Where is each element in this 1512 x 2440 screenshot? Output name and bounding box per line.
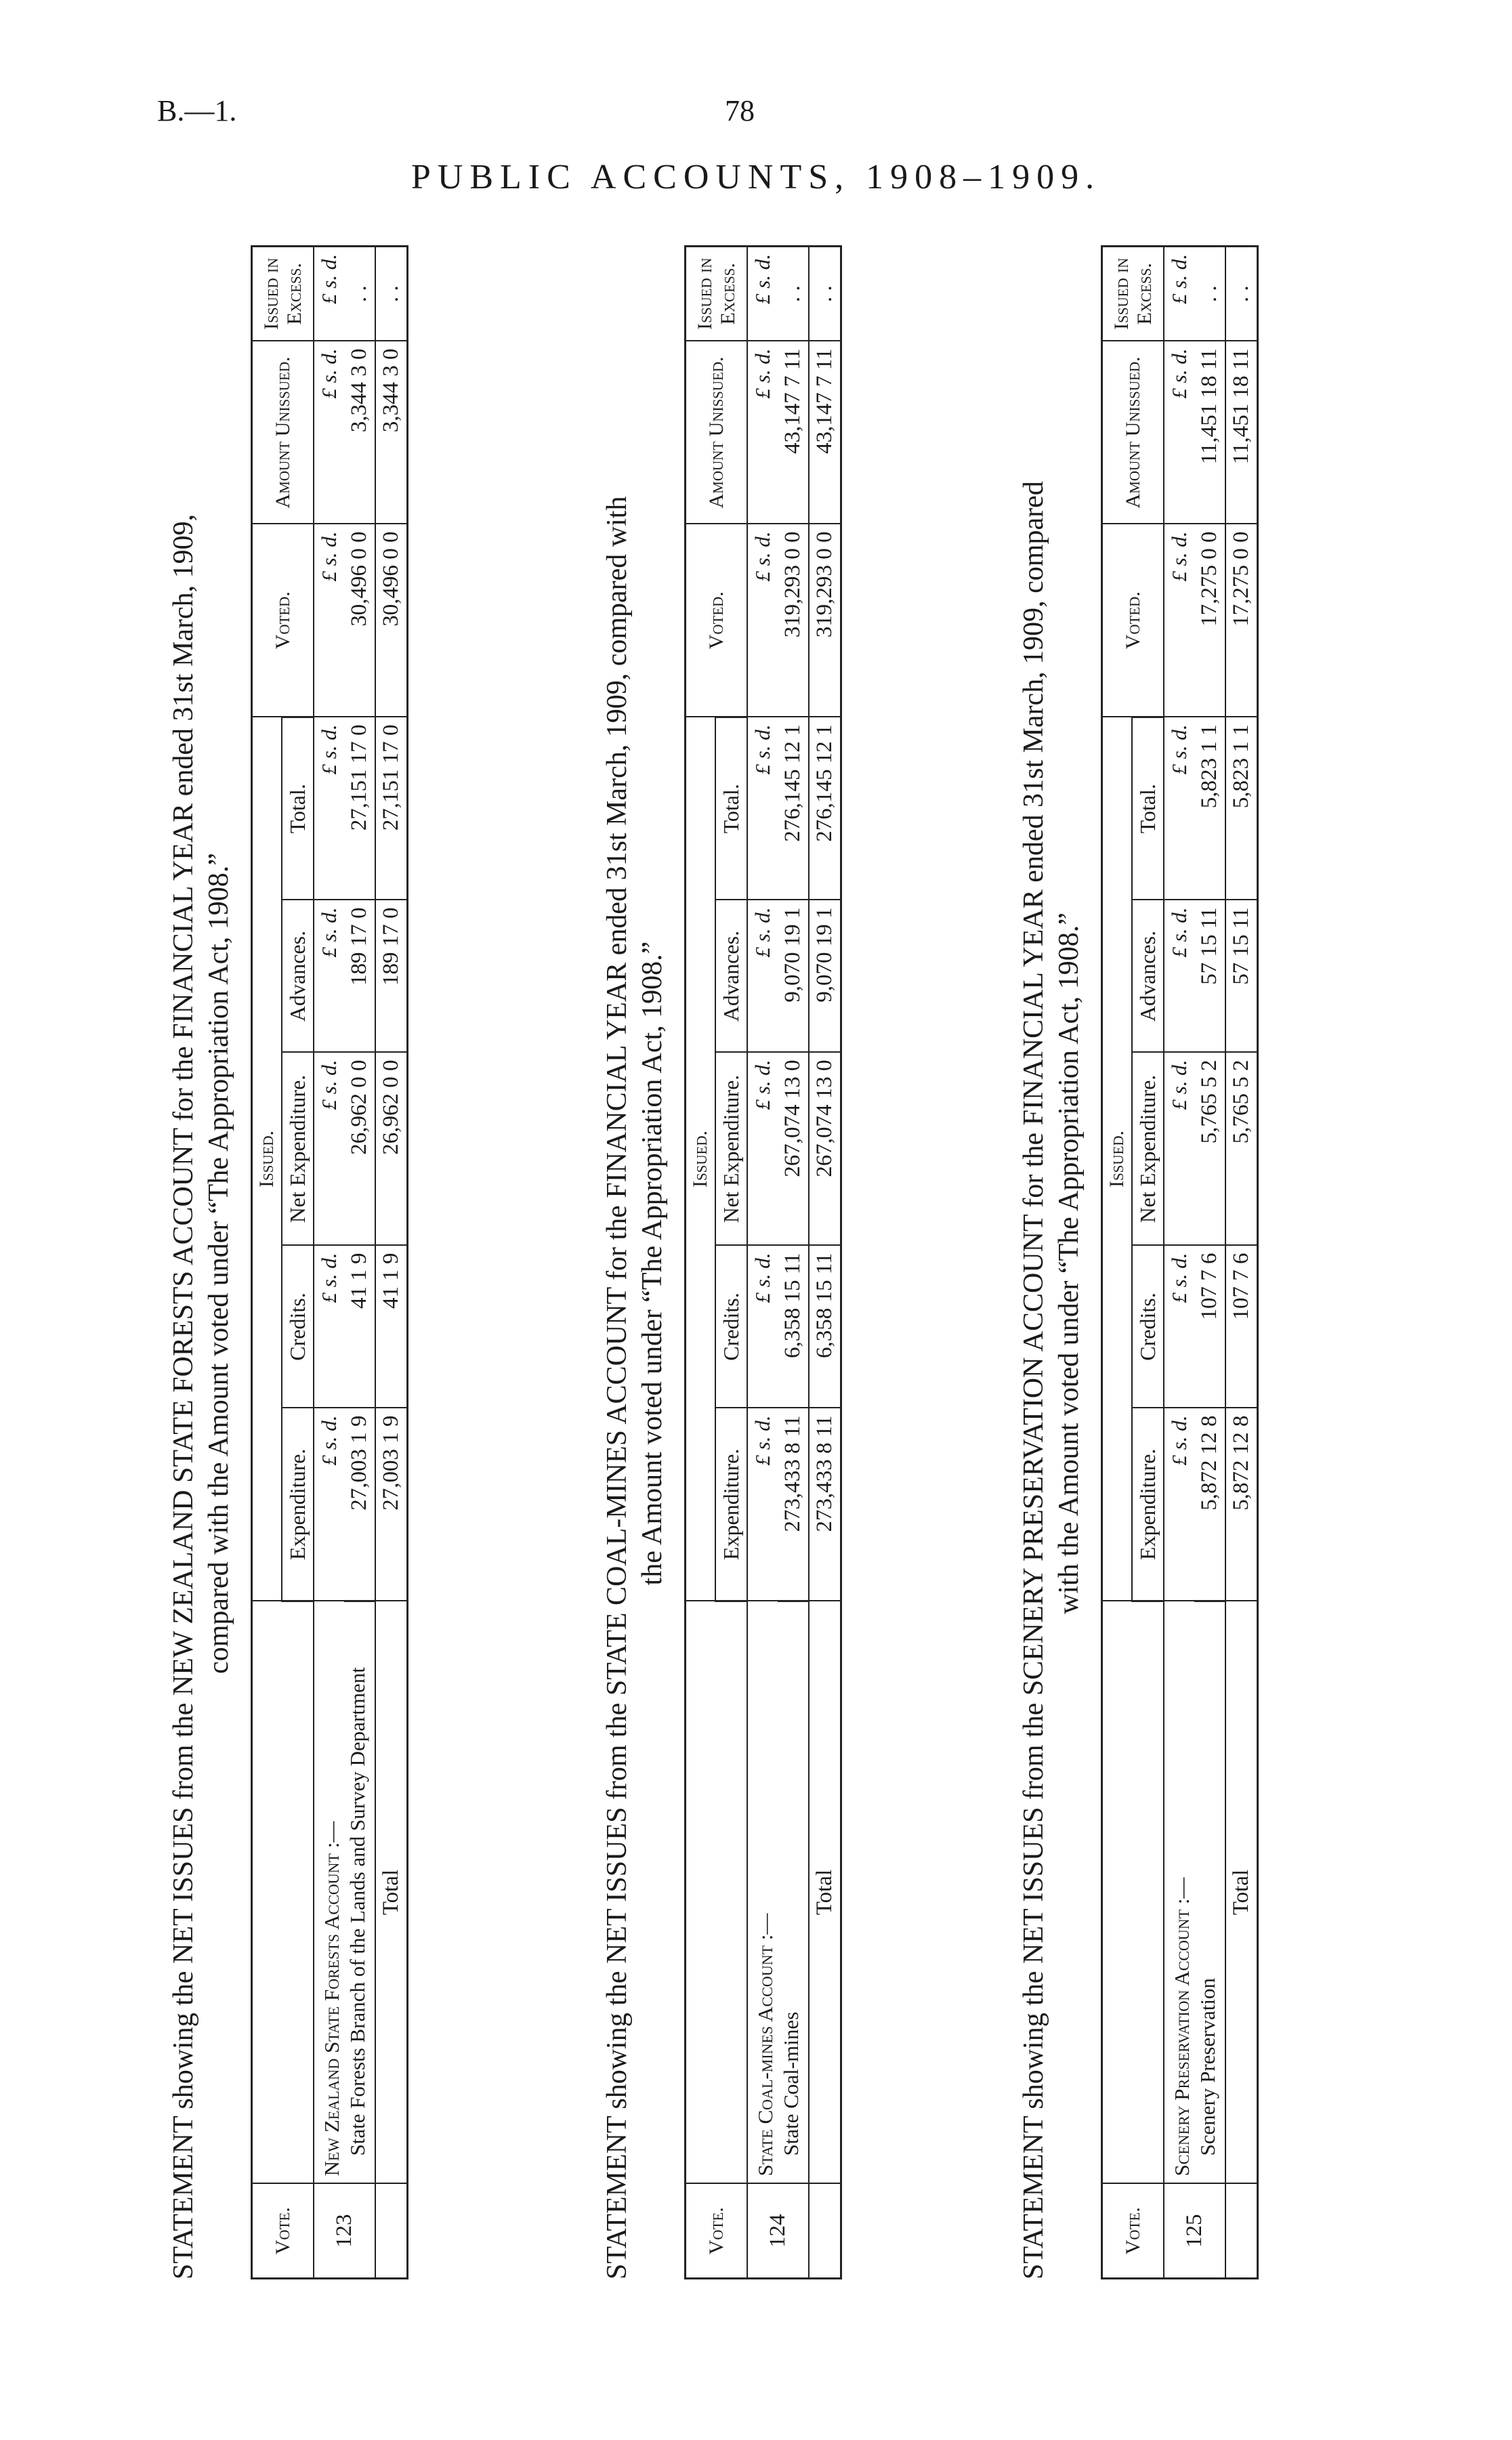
total-value: 276,145 12 1	[778, 717, 809, 900]
excess-value: . .	[344, 247, 375, 341]
total-voted: 319,293 0 0	[809, 524, 841, 717]
unit-label: £ s. d.	[747, 1246, 778, 1408]
statement-table	[684, 245, 842, 2279]
vote-number: 125	[1164, 2184, 1225, 2279]
statement-caption	[166, 247, 236, 2279]
voted-value: 30,496 0 0	[344, 524, 375, 717]
net-expenditure-value: 26,962 0 0	[344, 1053, 375, 1246]
unissued-value: 11,451 18 11	[1194, 341, 1225, 524]
expenditure-header: Expenditure.	[715, 1408, 747, 1601]
total-net-expenditure: 5,765 5 2	[1225, 1053, 1258, 1246]
total-credits: 6,358 15 11	[809, 1246, 841, 1408]
description-header	[686, 1601, 748, 2184]
unit-label: £ s. d.	[1164, 341, 1194, 524]
unit-label: £ s. d.	[314, 524, 344, 717]
total-total: 276,145 12 1	[809, 717, 841, 900]
total-expenditure: 5,872 12 8	[1225, 1408, 1258, 1601]
issued-header: Issued.	[252, 717, 282, 1601]
unissued-header: Amount Unissued.	[252, 341, 314, 524]
total-label: Total	[1225, 1601, 1258, 2184]
page-reference: B.—1.	[157, 94, 237, 127]
total-excess: . .	[1225, 247, 1258, 341]
total-expenditure: 273,433 8 11	[809, 1408, 841, 1601]
caption-line-2: with the Amount voted under “The Appropriation Act, 1908.”	[1053, 912, 1085, 1614]
unissued-value: 3,344 3 0	[344, 341, 375, 524]
unit-label: £ s. d.	[314, 1246, 344, 1408]
total-header: Total.	[282, 717, 314, 900]
unit-label: £ s. d.	[747, 717, 778, 900]
expenditure-value: 27,003 1 9	[344, 1408, 375, 1601]
excess-value: . .	[778, 247, 809, 341]
credits-value: 41 1 9	[344, 1246, 375, 1408]
advances-header: Advances.	[282, 900, 314, 1053]
unissued-value: 43,147 7 11	[778, 341, 809, 524]
unit-label: £ s. d.	[1164, 900, 1194, 1053]
vote-number: 124	[747, 2184, 809, 2279]
item-name: State Forests Branch of the Lands and Survey Department	[345, 1667, 369, 2156]
unit-label: £ s. d.	[747, 341, 778, 524]
advances-value: 189 17 0	[344, 900, 375, 1053]
excess-header: Issued in Excess.	[686, 247, 748, 341]
statement-caption	[600, 247, 670, 2279]
account-name: New Zealand State Forests Account :—	[319, 1821, 343, 2176]
statement-table	[251, 245, 408, 2279]
account-name: State Coal-mines Account :—	[753, 1913, 777, 2176]
unit-label: £ s. d.	[314, 1408, 344, 1601]
excess-value: . .	[1194, 247, 1225, 341]
unit-label: £ s. d.	[1164, 717, 1194, 900]
unit-label: £ s. d.	[1164, 1053, 1194, 1246]
total-vote-cell	[1225, 2184, 1258, 2279]
unit-label: £ s. d.	[314, 717, 344, 900]
voted-header: Voted.	[252, 524, 314, 717]
credits-header: Credits.	[282, 1246, 314, 1408]
vote-number: 123	[314, 2184, 375, 2279]
description-header	[252, 1601, 314, 2184]
expenditure-header: Expenditure.	[282, 1408, 314, 1601]
voted-value: 319,293 0 0	[778, 524, 809, 717]
vote-header: Vote.	[1102, 2184, 1164, 2279]
account-name: Scenery Preservation Account :—	[1169, 1877, 1194, 2176]
unissued-header: Amount Unissued.	[1102, 341, 1164, 524]
total-value: 27,151 17 0	[344, 717, 375, 900]
credits-value: 6,358 15 11	[778, 1246, 809, 1408]
total-advances: 57 15 11	[1225, 900, 1258, 1053]
credits-header: Credits.	[1132, 1246, 1164, 1408]
unit-label: £ s. d.	[747, 900, 778, 1053]
net-expenditure-value: 267,074 13 0	[778, 1053, 809, 1246]
page-number: 78	[725, 94, 755, 127]
net-expenditure-header: Net Expenditure.	[715, 1053, 747, 1246]
total-net-expenditure: 26,962 0 0	[375, 1053, 408, 1246]
total-voted: 30,496 0 0	[375, 524, 408, 717]
advances-header: Advances.	[715, 900, 747, 1053]
voted-header: Voted.	[686, 524, 748, 717]
total-header: Total.	[715, 717, 747, 900]
unit-label: £ s. d.	[747, 1408, 778, 1601]
total-advances: 9,070 19 1	[809, 900, 841, 1053]
credits-header: Credits.	[715, 1246, 747, 1408]
total-vote-cell	[375, 2184, 408, 2279]
total-excess: . .	[375, 247, 408, 341]
unit-label: £ s. d.	[1164, 1246, 1194, 1408]
row-description	[747, 1601, 809, 2184]
unit-label: £ s. d.	[314, 341, 344, 524]
advances-header: Advances.	[1132, 900, 1164, 1053]
row-description	[314, 1601, 375, 2184]
caption-line-1: STATEMENT showing the NET ISSUES from the STATE COAL-MINES ACCOUNT for the FINANCIAL YEAR ended 31st March, 1909, compared with	[602, 496, 633, 2279]
total-vote-cell	[809, 2184, 841, 2279]
unissued-header: Amount Unissued.	[686, 341, 748, 524]
total-expenditure: 27,003 1 9	[375, 1408, 408, 1601]
description-header	[1102, 1601, 1164, 2184]
caption-line-2: the Amount voted under “The Appropriation Act, 1908.”	[637, 941, 668, 1586]
net-expenditure-header: Net Expenditure.	[1132, 1053, 1164, 1246]
unit-label: £ s. d.	[1164, 524, 1194, 717]
unit-label: £ s. d.	[314, 247, 344, 341]
total-total: 27,151 17 0	[375, 717, 408, 900]
page-title: PUBLIC ACCOUNTS, 1908–1909.	[411, 158, 1101, 196]
advances-value: 9,070 19 1	[778, 900, 809, 1053]
total-advances: 189 17 0	[375, 900, 408, 1053]
expenditure-value: 5,872 12 8	[1194, 1408, 1225, 1601]
vote-header: Vote.	[686, 2184, 748, 2279]
total-header: Total.	[1132, 717, 1164, 900]
vote-header: Vote.	[252, 2184, 314, 2279]
unit-label: £ s. d.	[314, 900, 344, 1053]
total-unissued: 3,344 3 0	[375, 341, 408, 524]
total-credits: 107 7 6	[1225, 1246, 1258, 1408]
unit-label: £ s. d.	[747, 247, 778, 341]
item-name: Scenery Preservation	[1195, 1977, 1219, 2156]
expenditure-header: Expenditure.	[1132, 1408, 1164, 1601]
unit-label: £ s. d.	[314, 1053, 344, 1246]
total-total: 5,823 1 1	[1225, 717, 1258, 900]
statement-table	[1101, 245, 1259, 2279]
caption-line-2: compared with the Amount voted under “The Appropriation Act, 1908.”	[203, 853, 234, 1674]
unit-label: £ s. d.	[747, 1053, 778, 1246]
total-voted: 17,275 0 0	[1225, 524, 1258, 717]
total-label: Total	[809, 1601, 841, 2184]
caption-line-1: STATEMENT showing the NET ISSUES from the SCENERY PRESERVATION ACCOUNT for the FINANCIAL YEAR ended 31st March, 1909, compared	[1018, 481, 1049, 2279]
credits-value: 107 7 6	[1194, 1246, 1225, 1408]
excess-header: Issued in Excess.	[252, 247, 314, 341]
issued-header: Issued.	[1102, 717, 1133, 1601]
total-label: Total	[375, 1601, 408, 2184]
unit-label: £ s. d.	[747, 524, 778, 717]
total-value: 5,823 1 1	[1194, 717, 1225, 900]
total-net-expenditure: 267,074 13 0	[809, 1053, 841, 1246]
total-unissued: 43,147 7 11	[809, 341, 841, 524]
total-excess: . .	[809, 247, 841, 341]
advances-value: 57 15 11	[1194, 900, 1225, 1053]
statement-caption	[1016, 247, 1087, 2279]
voted-value: 17,275 0 0	[1194, 524, 1225, 717]
unit-label: £ s. d.	[1164, 1408, 1194, 1601]
net-expenditure-header: Net Expenditure.	[282, 1053, 314, 1246]
expenditure-value: 273,433 8 11	[778, 1408, 809, 1601]
voted-header: Voted.	[1102, 524, 1164, 717]
net-expenditure-value: 5,765 5 2	[1194, 1053, 1225, 1246]
caption-line-1: STATEMENT showing the NET ISSUES from the NEW ZEALAND STATE FORESTS ACCOUNT for the FINANCIAL YEAR ended 31st March, 1909,	[168, 513, 199, 2279]
excess-header: Issued in Excess.	[1102, 247, 1164, 341]
item-name: State Coal-mines	[778, 2011, 803, 2156]
total-credits: 41 1 9	[375, 1246, 408, 1408]
unit-label: £ s. d.	[1164, 247, 1194, 341]
issued-header: Issued.	[686, 717, 716, 1601]
row-description	[1164, 1601, 1225, 2184]
total-unissued: 11,451 18 11	[1225, 341, 1258, 524]
